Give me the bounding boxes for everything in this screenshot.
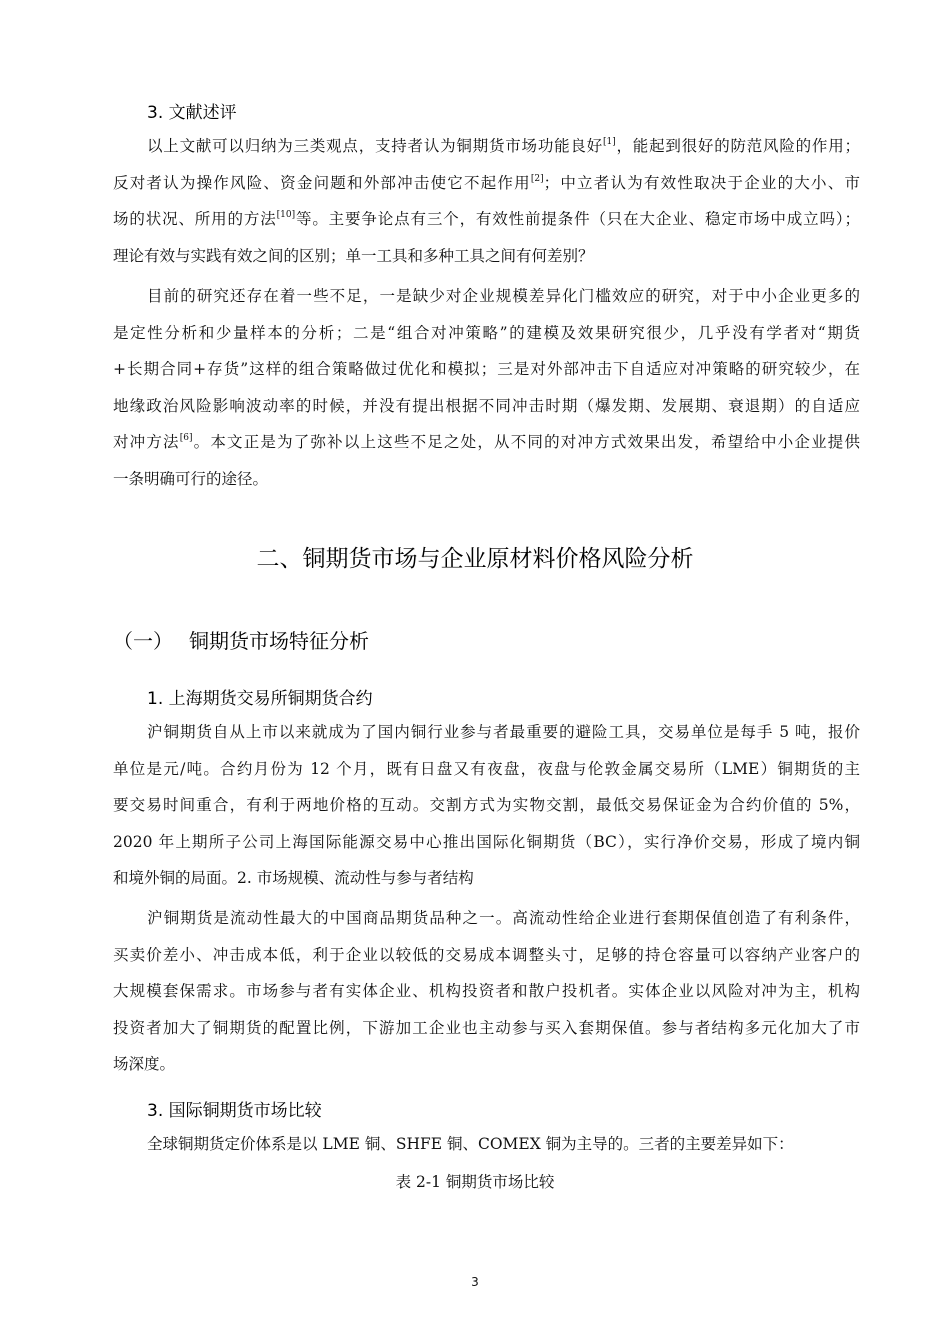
- text-line: 场的状况、所用的方法[10]等。主要争论点有三个，有效性前提条件（只在大企业、稳定市场中成立吗）；: [113, 210, 860, 229]
- text-line: 投资者加大了铜期货的配置比例，下游加工企业也主动参与买入套期保值。参与者结构多元化加大了市: [113, 1018, 860, 1037]
- text-line: 理论有效与实践有效之间的区别；单一工具和多种工具之间有何差别？: [113, 246, 594, 265]
- paragraph-research-gaps: [113, 278, 860, 498]
- text-line: 沪铜期货是流动性最大的中国商品期货品种之一。高流动性给企业进行套期保值创造了有利条件，: [147, 909, 860, 927]
- citation-ref: [10]: [276, 210, 296, 221]
- citation-ref: [6]: [179, 433, 193, 444]
- text-line: 全球铜期货定价体系是以 LME 铜、SHFE 铜、COMEX 铜为主导的。三者的主要差异如下：: [147, 1135, 794, 1153]
- table-caption: 表 2-1 铜期货市场比较: [395, 1173, 555, 1191]
- text-line: 场深度。: [113, 1055, 176, 1074]
- section-heading-literature-review: 3. 文献述评: [147, 103, 237, 123]
- chapter-title: 二、铜期货市场与企业原材料价格风险分析: [256, 546, 694, 572]
- page-number: 3: [471, 1275, 479, 1289]
- paragraph-global-pricing: [113, 1126, 860, 1163]
- text-line: 是定性分析和少量样本的分析；二是“组合对冲策略”的建模及效果研究很少，几乎没有学者对“期货: [113, 323, 860, 342]
- text-line: 单位是元/吨。合约月份为 12 个月，既有日盘又有夜盘，夜盘与伦敦金属交易所（LME）铜期货的主: [113, 759, 860, 778]
- paragraph-literature-summary: [113, 128, 860, 274]
- text-line: 和境外铜的局面。2. 市场规模、流动性与参与者结构: [113, 869, 474, 888]
- paragraph-shfe-contract: [113, 714, 860, 897]
- text-line: 以上文献可以归纳为三类观点，支持者认为铜期货市场功能良好[1]，能起到很好的防范风险的作用；: [147, 137, 860, 155]
- text-line: 地缘政治风险影响波动率的时候，并没有提出根据不同冲击时期（爆发期、发展期、衰退期）的自适应: [113, 396, 860, 415]
- text-line: 买卖价差小、冲击成本低，利于企业以较低的交易成本调整头寸，足够的持仓容量可以容纳产业客户的: [113, 945, 860, 964]
- text-line: +长期合同+存货”这样的组合策略做过优化和模拟；三是对外部冲击下自适应对冲策略的研究较少，在: [113, 360, 860, 379]
- text-line: 要交易时间重合，有利于两地价格的互动。交割方式为实物交割，最低交易保证金为合约价值的 5%，: [113, 796, 860, 815]
- text-line: 沪铜期货自从上市以来就成为了国内铜行业参与者最重要的避险工具，交易单位是每手 5 吨，报价: [147, 723, 860, 741]
- subchapter-heading: （一） 铜期货市场特征分析: [113, 629, 369, 653]
- text-line: 目前的研究还存在着一些不足，一是缺少对企业规模差异化门槛效应的研究，对于中小企业更多的: [147, 287, 860, 305]
- section-heading-international-comparison: 3. 国际铜期货市场比较: [147, 1101, 322, 1121]
- text-line: 对冲方法[6]。本文正是为了弥补以上这些不足之处，从不同的对冲方式效果出发，希望给中小企业提供: [113, 433, 860, 452]
- paragraph-liquidity: [113, 900, 860, 1083]
- citation-ref: [2]: [530, 173, 544, 184]
- section-heading-shfe-contract: 1. 上海期货交易所铜期货合约: [147, 689, 373, 709]
- text-line: 反对者认为操作风险、资金问题和外部冲击使它不起作用[2]；中立者认为有效性取决于企业的大小、市: [113, 173, 860, 192]
- text-line: 一条明确可行的途径。: [113, 469, 269, 488]
- text-line: 大规模套保需求。市场参与者有实体企业、机构投资者和散户投机者。实体企业以风险对冲为主，机构: [113, 982, 860, 1001]
- text-line: 2020 年上期所子公司上海国际能源交易中心推出国际化铜期货（BC），实行净价交易，形成了境内铜: [113, 832, 860, 851]
- citation-ref: [1]: [602, 137, 616, 147]
